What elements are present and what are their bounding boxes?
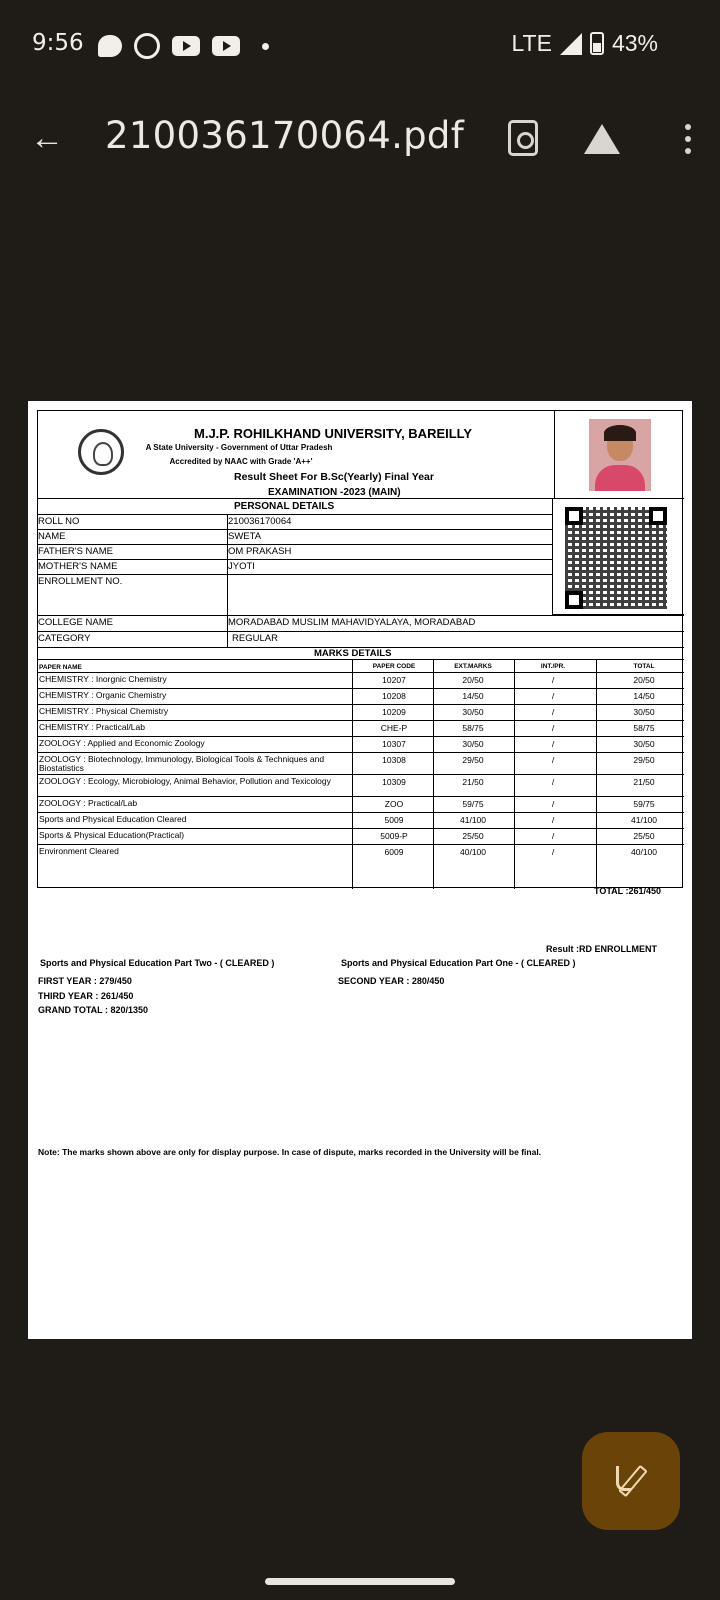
int-marks: / xyxy=(551,799,555,809)
personal-label: FATHER'S NAME xyxy=(38,546,114,557)
paper-name: ZOOLOGY : Applied and Economic Zoology xyxy=(39,738,205,748)
annotate-pen-icon xyxy=(618,1464,646,1498)
personal-value: SWETA xyxy=(228,531,262,542)
annotate-button[interactable] xyxy=(582,1432,680,1530)
student-photo xyxy=(589,419,651,491)
paper-code: ZOO xyxy=(384,799,404,809)
status-right xyxy=(511,30,658,57)
personal-details-title: PERSONAL DETAILS xyxy=(234,501,335,512)
paper-code: 10207 xyxy=(382,675,406,685)
marks-row xyxy=(38,720,684,736)
college-label: COLLEGE NAME xyxy=(38,617,113,628)
pdf-page[interactable] xyxy=(28,401,692,1339)
paper-code: CHE-P xyxy=(380,723,408,733)
paper-code: 10308 xyxy=(382,755,406,765)
college-value: MORADABAD MUSLIM MAHAVIDYALAYA, MORADABAD xyxy=(228,617,476,628)
add-to-drive-button[interactable] xyxy=(584,118,624,158)
category-value: REGULAR xyxy=(232,633,278,644)
university-name: M.J.P. ROHILKHAND UNIVERSITY, BAREILLY xyxy=(194,426,473,441)
marks-row xyxy=(38,812,684,828)
chat-icon xyxy=(98,35,122,57)
paper-name: ZOOLOGY : Practical/Lab xyxy=(39,798,138,808)
personal-label: NAME xyxy=(38,531,66,542)
total-marks-cell: 58/75 xyxy=(633,723,655,733)
university-logo xyxy=(68,419,136,487)
total-marks-cell: 41/100 xyxy=(631,815,657,825)
university-subtitle: A State University - Government of Uttar Pradesh xyxy=(145,443,333,452)
battery-icon xyxy=(590,32,604,55)
total-marks-cell: 29/50 xyxy=(633,755,655,765)
ext-marks: 40/100 xyxy=(460,847,486,857)
qr-code-cell xyxy=(552,499,684,615)
result-sheet xyxy=(37,410,683,888)
total-marks-cell: 14/50 xyxy=(633,691,655,701)
header-paper-code: PAPER CODE xyxy=(372,663,416,670)
paper-code: 10309 xyxy=(382,777,406,787)
back-arrow-icon[interactable]: ← xyxy=(30,119,64,157)
personal-label: ENROLLMENT NO. xyxy=(38,576,123,587)
header-int-pr: INT./PR. xyxy=(540,663,566,670)
paper-name: ZOOLOGY : Ecology, Microbiology, Animal Behavior, Pollution and Texicology xyxy=(39,776,331,786)
total-marks-cell: 40/100 xyxy=(631,847,657,857)
category-label: CATEGORY xyxy=(38,633,91,644)
sports-part-one: Sports and Physical Education Part One - ( CLEARED ) xyxy=(341,958,576,968)
notification-icons xyxy=(98,33,269,59)
marks-row xyxy=(38,736,684,752)
ext-marks: 14/50 xyxy=(462,691,484,701)
paper-name: Sports and Physical Education Cleared xyxy=(39,814,187,824)
marks-details-title: MARKS DETAILS xyxy=(314,648,392,659)
marks-title-row xyxy=(38,647,684,659)
int-marks: / xyxy=(551,691,555,701)
total-marks: TOTAL :261/450 xyxy=(594,886,662,896)
ext-marks: 41/100 xyxy=(460,815,486,825)
total-marks-cell: 30/50 xyxy=(633,707,655,717)
paper-name: Sports & Physical Education(Practical) xyxy=(39,830,185,840)
more-options-button[interactable] xyxy=(668,118,708,158)
network-label: LTE xyxy=(511,30,552,56)
personal-value: OM PRAKASH xyxy=(228,546,292,557)
more-vert-icon xyxy=(668,124,708,154)
paper-code: 10208 xyxy=(382,691,406,701)
marks-row xyxy=(38,688,684,704)
sports-part-two: Sports and Physical Education Part Two - ( CLEARED ) xyxy=(40,958,275,968)
battery-percent: 43% xyxy=(611,30,658,56)
paper-name: CHEMISTRY : Organic Chemistry xyxy=(39,690,167,700)
youtube-icon-2 xyxy=(212,36,240,56)
int-marks: / xyxy=(551,847,555,857)
whatsapp-icon xyxy=(134,33,160,59)
personal-row xyxy=(38,529,552,544)
int-marks: / xyxy=(551,815,555,825)
marks-header-row xyxy=(38,659,684,672)
ext-marks: 20/50 xyxy=(462,675,484,685)
total-marks-cell: 25/50 xyxy=(633,831,655,841)
personal-row xyxy=(38,514,552,529)
marks-row xyxy=(38,672,684,688)
int-marks: / xyxy=(551,777,555,787)
ext-marks: 59/75 xyxy=(462,799,484,809)
header-total: TOTAL xyxy=(633,663,655,670)
signal-icon xyxy=(560,33,582,55)
ext-marks: 30/50 xyxy=(462,739,484,749)
int-marks: / xyxy=(551,831,555,841)
paper-code: 10209 xyxy=(382,707,406,717)
ext-marks: 30/50 xyxy=(462,707,484,717)
ext-marks: 29/50 xyxy=(462,755,484,765)
ext-marks: 58/75 xyxy=(462,723,484,733)
result-status: Result :RD ENROLLMENT xyxy=(546,944,657,954)
header-ext-marks: EXT.MARKS xyxy=(454,663,492,670)
personal-value: 210036170064 xyxy=(228,516,292,527)
status-time: 9:56 xyxy=(32,30,84,56)
paper-code: 10307 xyxy=(382,739,406,749)
int-marks: / xyxy=(551,675,555,685)
paper-code: 5009 xyxy=(384,815,404,825)
int-marks: / xyxy=(551,739,555,749)
int-marks: / xyxy=(551,723,555,733)
int-marks: / xyxy=(551,755,555,765)
gesture-nav-bar[interactable] xyxy=(265,1578,455,1585)
personal-label: ROLL NO xyxy=(38,516,80,527)
accreditation-line: Accredited by NAAC with Grade 'A++' xyxy=(169,457,313,466)
total-marks-cell: 21/50 xyxy=(633,777,655,787)
personal-row xyxy=(38,544,552,559)
drive-add-icon xyxy=(584,124,620,154)
ext-marks: 21/50 xyxy=(462,777,484,787)
paper-name: CHEMISTRY : Practical/Lab xyxy=(39,722,145,732)
total-marks-cell: 20/50 xyxy=(633,675,655,685)
category-row xyxy=(38,631,684,647)
paper-code: 6009 xyxy=(384,847,404,857)
personal-value: JYOTI xyxy=(228,561,255,572)
more-notifications-dot-icon xyxy=(262,43,269,50)
file-title: 210036170064.pdf xyxy=(105,114,465,157)
first-year-marks: FIRST YEAR : 279/450 xyxy=(38,976,132,986)
marks-row xyxy=(38,704,684,720)
header-paper-name: PAPER NAME xyxy=(39,664,82,671)
personal-label: MOTHER'S NAME xyxy=(38,561,118,572)
find-in-page-icon xyxy=(508,120,538,156)
status-bar xyxy=(0,0,720,90)
total-marks-cell: 30/50 xyxy=(633,739,655,749)
personal-row xyxy=(38,559,552,574)
sheet-header xyxy=(38,411,684,499)
exam-title: EXAMINATION -2023 (MAIN) xyxy=(268,487,401,498)
youtube-icon xyxy=(172,36,200,56)
marks-row xyxy=(38,828,684,844)
marks-row xyxy=(38,752,684,774)
marks-row xyxy=(38,774,684,796)
paper-name: CHEMISTRY : Physical Chemistry xyxy=(39,706,169,716)
ext-marks: 25/50 xyxy=(462,831,484,841)
app-bar xyxy=(0,100,720,180)
total-marks-cell: 59/75 xyxy=(633,799,655,809)
find-in-page-button[interactable] xyxy=(504,118,544,158)
second-year-marks: SECOND YEAR : 280/450 xyxy=(338,976,445,986)
paper-name: CHEMISTRY : Inorgnic Chemistry xyxy=(39,674,167,684)
personal-row xyxy=(38,574,552,615)
third-year-marks: THIRD YEAR : 261/450 xyxy=(38,991,134,1001)
result-sheet-title: Result Sheet For B.Sc(Yearly) Final Year xyxy=(234,471,434,483)
student-photo-cell xyxy=(554,411,684,499)
paper-name: Environment Cleared xyxy=(39,846,119,856)
marks-row xyxy=(38,796,684,812)
college-row xyxy=(38,615,684,631)
disclaimer-note: Note: The marks shown above are only for display purpose. In case of dispute, marks recorded in the University will be final. xyxy=(38,1147,542,1157)
grand-total: GRAND TOTAL : 820/1350 xyxy=(38,1005,149,1015)
paper-name: ZOOLOGY : Biotechnology, Immunology, Biological Tools & Techniques and Biostatistics xyxy=(39,754,325,773)
int-marks: / xyxy=(551,707,555,717)
paper-code: 5009-P xyxy=(380,831,408,841)
marks-row xyxy=(38,844,684,860)
